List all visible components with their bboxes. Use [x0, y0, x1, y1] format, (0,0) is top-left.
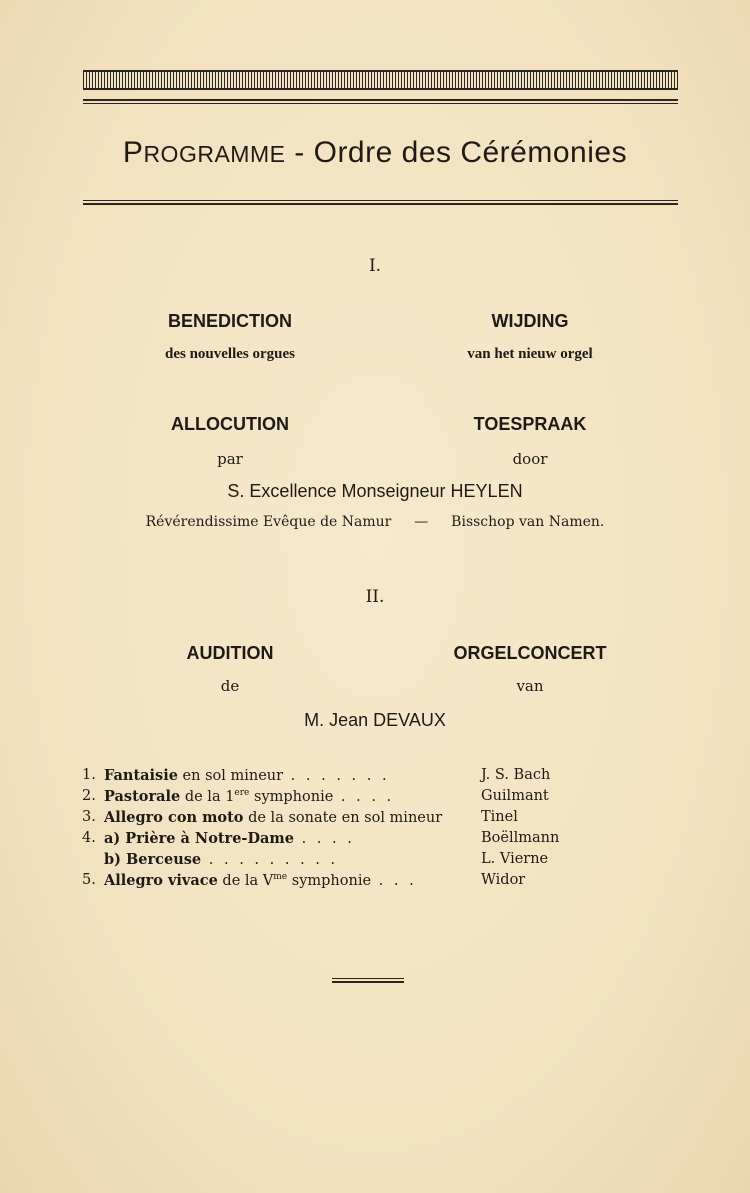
speaker-name: S. Excellence Monseigneur HEYLEN — [227, 481, 523, 501]
benediction-heading: BENEDICTION — [167, 311, 292, 331]
piece-title: Allegro con moto — [104, 809, 244, 826]
leader-dots: . . . — [371, 873, 417, 889]
composer-name: L. Vierne — [481, 851, 549, 867]
speaker-titles — [0, 514, 750, 530]
piece-detail-2: symphonie — [287, 873, 372, 889]
header-rule — [83, 99, 678, 101]
piece-detail: de la sonate en sol mineur — [243, 810, 443, 826]
title-separator: - — [285, 136, 314, 169]
title-rule — [83, 203, 678, 205]
title-dash: — — [414, 514, 429, 530]
programme-piece — [104, 786, 394, 808]
end-rule-thin — [332, 978, 404, 979]
orgelconcert-by: van — [516, 677, 544, 695]
orgelconcert-heading: ORGELCONCERT — [453, 643, 607, 663]
piece-title: Fantaisie — [104, 767, 178, 784]
programme-piece — [104, 870, 417, 892]
programme-item — [82, 807, 602, 828]
audition-by: de — [220, 677, 240, 695]
title-word: ROGRAMME — [143, 141, 286, 167]
programme-number: 5. — [82, 872, 96, 888]
programme-item — [82, 849, 602, 870]
composer-name: Widor — [481, 872, 526, 888]
composer-name: Guilmant — [481, 788, 549, 804]
title-initial: P — [122, 136, 144, 169]
audition-heading: AUDITION — [186, 643, 274, 663]
programme-item — [82, 765, 602, 786]
programme-number: 4. — [82, 830, 96, 846]
programme-item — [82, 828, 602, 849]
toespraak-by: door — [512, 450, 548, 468]
speaker-title-fr: Révérendissime Evêque de Namur — [145, 514, 392, 530]
composer-name: Tinel — [481, 809, 518, 825]
end-rule — [332, 981, 404, 983]
header-rule-thin — [83, 103, 678, 104]
ordinal-superscript: ere — [234, 788, 250, 799]
programme-piece — [104, 828, 355, 850]
piece-detail-2: symphonie — [249, 789, 334, 805]
programme-item — [82, 786, 602, 807]
programme-list — [82, 765, 602, 891]
programme-number: 2. — [82, 788, 96, 804]
leader-dots: . . . . — [293, 831, 355, 847]
allocution-heading: ALLOCUTION — [171, 414, 289, 434]
toespraak-heading: TOESPRAAK — [473, 414, 587, 434]
wijding-subtitle: van het nieuw orgel — [467, 346, 593, 362]
piece-detail: en sol mineur — [177, 768, 284, 784]
title-rule-thin — [83, 200, 678, 201]
speaker-title-nl: Bisschop van Namen. — [451, 514, 605, 530]
programme-piece — [104, 807, 442, 829]
composer-name: J. S. Bach — [481, 767, 551, 783]
programme-item — [82, 870, 602, 891]
ordinal-superscript: me — [273, 872, 288, 883]
piece-title: a) Prière à Notre-Dame — [104, 830, 294, 847]
wijding-heading: WIJDING — [491, 311, 569, 331]
page-title — [0, 136, 750, 170]
section-1-numeral: I. — [368, 256, 382, 276]
programme-number: 1. — [82, 767, 96, 783]
composer-name: Boëllmann — [481, 830, 560, 846]
title-subtitle: Ordre des Cérémonies — [313, 136, 628, 169]
allocution-by: par — [217, 450, 243, 468]
leader-dots: . . . . — [333, 789, 395, 805]
piece-title: Pastorale — [104, 788, 181, 805]
benediction-subtitle: des nouvelles orgues — [164, 346, 295, 362]
decorative-header-band — [83, 70, 678, 90]
performer-name: M. Jean DEVAUX — [304, 710, 446, 730]
leader-dots: . . . . . . . . . — [201, 852, 339, 868]
leader-dots: . . . . . . . — [283, 768, 390, 784]
piece-detail: de la 1 — [180, 789, 235, 805]
programme-piece — [104, 849, 338, 871]
programme-number: 3. — [82, 809, 96, 825]
piece-detail: de la V — [217, 873, 274, 889]
piece-title: b) Berceuse — [104, 851, 202, 868]
programme-piece — [104, 765, 390, 787]
section-2-numeral: II. — [365, 587, 385, 607]
piece-title: Allegro vivace — [104, 872, 218, 889]
